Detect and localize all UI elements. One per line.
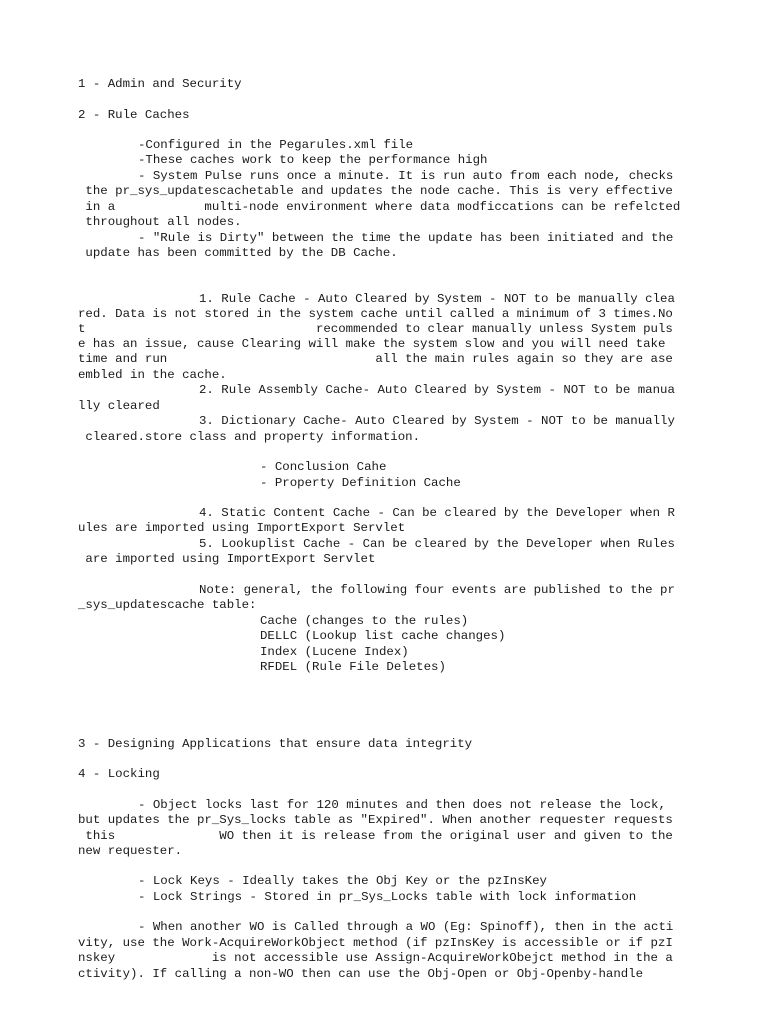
note-line: Note: general, the following four events are published to the pr: [199, 583, 675, 597]
text-line: in a multi-node environment where data modficcations can be refelcted: [78, 200, 681, 214]
text-line: embled in the cache.: [78, 368, 227, 382]
list-item: 2. Rule Assembly Cache- Auto Cleared by System - NOT to be manua: [199, 383, 675, 397]
list-item: 4. Static Content Cache - Can be cleared by the Developer when R: [199, 506, 675, 520]
text-line: ctivity). If calling a non-WO then can use the Obj-Open or Obj-Openby-handle: [78, 967, 644, 981]
section-heading: 1 - Admin and Security: [78, 77, 242, 91]
text-line: cleared.store class and property information.: [78, 430, 421, 444]
text-line: time and run all the main rules again so they are ase: [78, 352, 673, 366]
text-line: lly cleared: [78, 399, 160, 413]
list-item: 1. Rule Cache - Auto Cleared by System - NOT to be manually clea: [199, 292, 675, 306]
text-line: vity, use the Work-AcquireWorkObject method (if pzInsKey is accessible or if pzI: [78, 936, 673, 950]
text-line: red. Data is not stored in the system cache until called a minimum of 3 times.No: [78, 307, 673, 321]
text-line: -Configured in the Pegarules.xml file: [138, 138, 414, 152]
sub-list-item: - Property Definition Cache: [260, 476, 461, 490]
event-item: RFDEL (Rule File Deletes): [260, 660, 446, 674]
text-line: this WO then it is release from the original user and given to the: [78, 829, 673, 843]
section-heading: 4 - Locking: [78, 767, 160, 781]
text-line: nskey is not accessible use Assign-AcquireWorkObejct method in the a: [78, 951, 673, 965]
text-line: ules are imported using ImportExport Servlet: [78, 521, 406, 535]
sub-list-item: - Conclusion Cahe: [260, 460, 387, 474]
text-line: but updates the pr_Sys_locks table as "Expired". When another requester requests: [78, 813, 673, 827]
event-item: DELLC (Lookup list cache changes): [260, 629, 506, 643]
text-line: -These caches work to keep the performance high: [138, 153, 488, 167]
list-item: 5. Lookuplist Cache - Can be cleared by the Developer when Rules: [199, 537, 675, 551]
section-heading: 2 - Rule Caches: [78, 108, 190, 122]
text-line: - When another WO is Called through a WO (Eg: Spinoff), then in the acti: [138, 920, 674, 934]
text-line: are imported using ImportExport Servlet: [78, 552, 376, 566]
text-line: throughout all nodes.: [78, 215, 242, 229]
text-line: e has an issue, cause Clearing will make the system slow and you will need take: [78, 337, 666, 351]
text-line: t recommended to clear manually unless System puls: [78, 322, 673, 336]
text-line: update has been committed by the DB Cache.: [78, 246, 398, 260]
text-line: the pr_sys_updatescachetable and updates the node cache. This is very effective: [78, 184, 673, 198]
text-line: - Lock Strings - Stored in pr_Sys_Locks table with lock information: [138, 890, 637, 904]
text-line: - "Rule is Dirty" between the time the update has been initiated and the: [138, 231, 674, 245]
text-line: - Lock Keys - Ideally takes the Obj Key or the pzInsKey: [138, 874, 547, 888]
event-item: Index (Lucene Index): [260, 645, 409, 659]
text-line: new requester.: [78, 844, 183, 858]
text-line: - System Pulse runs once a minute. It is run auto from each node, checks: [138, 169, 674, 183]
text-line: - Object locks last for 120 minutes and then does not release the lock,: [138, 798, 666, 812]
event-item: Cache (changes to the rules): [260, 614, 469, 628]
list-item: 3. Dictionary Cache- Auto Cleared by System - NOT to be manually: [199, 414, 675, 428]
section-heading: 3 - Designing Applications that ensure data integrity: [78, 737, 473, 751]
text-line: _sys_updatescache table:: [78, 598, 257, 612]
